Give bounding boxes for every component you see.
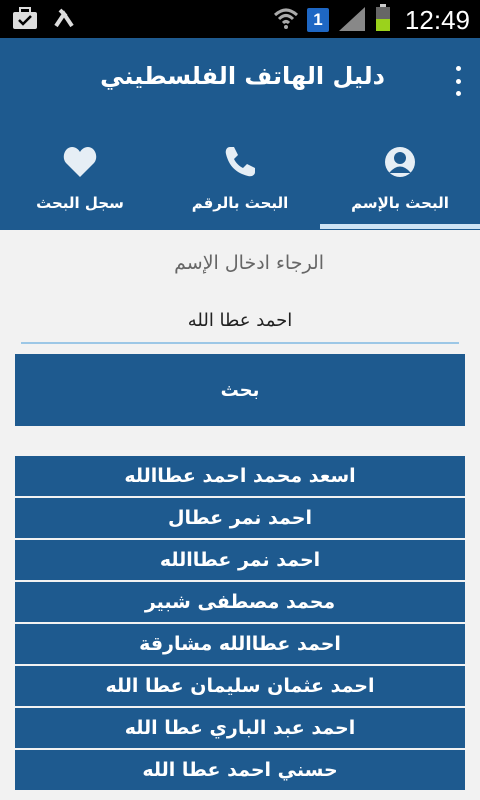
briefcase-icon: [12, 6, 38, 36]
tab-label: سجل البحث: [36, 194, 124, 212]
tab-label: البحث بالرقم: [191, 194, 289, 212]
tab-search-history[interactable]: [0, 140, 160, 228]
tab-search-by-number[interactable]: [160, 140, 320, 228]
results-list: [15, 456, 465, 792]
battery-icon: [375, 4, 391, 36]
signal-icon: [337, 5, 367, 35]
app-title: دليل الهاتف الفلسطيني: [100, 62, 385, 90]
selected-tab-indicator: [320, 224, 480, 229]
name-search-input[interactable]: [21, 300, 459, 340]
heart-icon: [0, 140, 160, 184]
result-item[interactable]: احمد عبد الباري عطا الله: [15, 708, 465, 748]
sim-icon: 1: [307, 8, 329, 32]
status-time: 12:49: [404, 4, 470, 35]
app-bar: [0, 38, 480, 230]
name-input-wrapper: [21, 300, 459, 344]
result-item[interactable]: محمد مصطفى شبير: [15, 582, 465, 622]
result-item[interactable]: احمد عطاالله مشارقة: [15, 624, 465, 664]
result-item[interactable]: اسعد محمد احمد عطاالله: [15, 456, 465, 496]
usb-debug-icon: [52, 6, 76, 36]
result-item[interactable]: احمد نمر عطال: [15, 498, 465, 538]
search-prompt: الرجاء ادخال الإسم: [174, 252, 324, 274]
status-bar: [0, 0, 480, 38]
result-item[interactable]: حسني احمد عطا الله: [15, 750, 465, 790]
wifi-icon: [273, 5, 299, 35]
result-item[interactable]: احمد نمر عطاالله: [15, 540, 465, 580]
search-button[interactable]: بحث: [15, 354, 465, 426]
result-item[interactable]: احمد عثمان سليمان عطا الله: [15, 666, 465, 706]
phone-icon: [160, 140, 320, 184]
tab-label: البحث بالإسم: [351, 194, 449, 212]
overflow-menu-icon[interactable]: [452, 66, 464, 96]
tab-search-by-name[interactable]: [320, 140, 480, 228]
person-icon: [320, 140, 480, 184]
